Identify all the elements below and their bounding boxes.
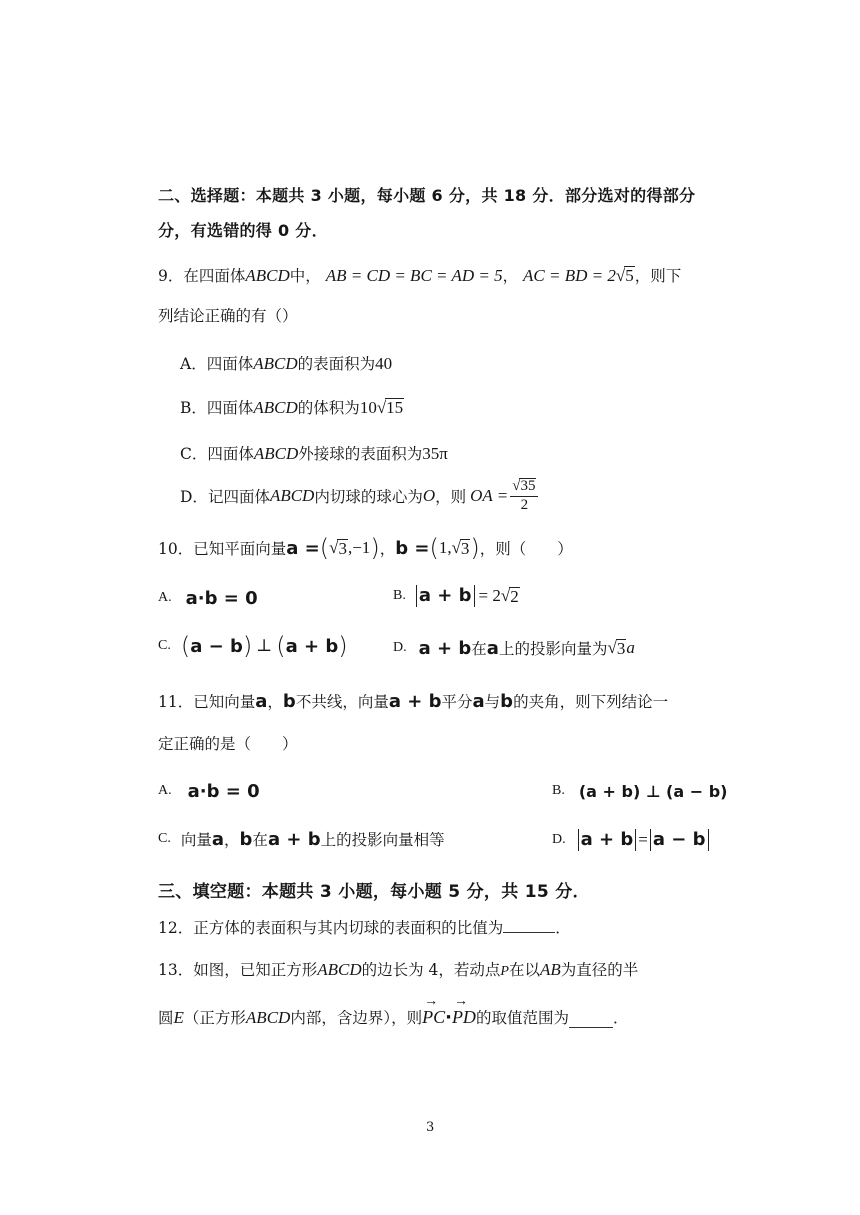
q11-sum: a + b [388,690,442,712]
q9-a-text2: 的表面积为 [297,355,376,373]
q9-d-text1: 记四面体 [207,488,270,506]
q13-abcd2: ABCD [245,1008,291,1027]
q11-b-label: B. [552,783,565,798]
q10-c-left: a − b [190,635,243,657]
q11-a-expr: a·b = 0 [187,780,260,802]
q11-number: 11． [158,693,194,711]
q9-c-abcd: ABCD [253,444,299,463]
q11-d-right: a − b [650,829,709,851]
q13-text4: 为直径的半 [560,961,639,979]
q9-b-text1: 四面体 [206,399,254,417]
q11-a: a [255,690,268,712]
q10-b-abs: a + b [416,585,475,607]
q10-b-eq: b = [395,537,430,559]
q10-b-val1: 1, [438,538,452,557]
q11-option-a [158,778,260,804]
q11-c-text2: 在 [252,831,268,849]
q11-c-label: C. [158,831,171,846]
q11-comma: ， [267,693,283,711]
q9-abcd: ABCD [245,266,290,285]
page-number: 3 [426,1120,435,1135]
q9-stem: 9．在四面体ABCD中， AB = CD = BC = AD = 5， AC = BD = 2√5，则下 [158,266,682,285]
q9-d-num: 35 [520,478,536,495]
q10-b-val2: 3 [460,539,470,558]
q11-c-text3: 上的投影向量相等 [320,831,445,849]
q12-blank [503,932,555,933]
q13-text2: 的边长为 4，若动点 [361,961,501,979]
q10-options-row1 [158,585,258,611]
q9-stem-text: 在四面体 [183,267,246,285]
q9-number: 9． [158,267,184,285]
q9-a-label: A． [180,355,207,373]
q10-stem-text2: ，则（ ） [479,540,573,558]
q10-comma: ， [379,540,396,558]
q13-line2-text2: （正方形 [183,1009,246,1027]
q9-a-value: 40 [375,354,393,373]
section2-heading-line2: 分，有选错的得 0 分． [158,221,328,240]
q10-a-expr: a·b = 0 [185,587,258,609]
q13-line2-text4: 的取值范围为 [475,1009,569,1027]
q10-d-text2: 上的投影向量为 [498,640,608,658]
q12-tail: ． [555,919,571,937]
q10-a-eq: a = [286,537,320,559]
q11-d-left: a + b [578,829,637,851]
q9-b-abcd: ABCD [253,398,298,417]
q9-comma: ， [502,267,519,285]
q10-stem: 10． 已知平面向量 a = ( √ 3 ,−1 ) ， b = ( 1, √ 3 ) ，则（ ） [158,534,573,562]
q10-option-c: C. ( a − b ) ⊥ ( a + b ) [158,632,348,660]
q10-stem-text: 已知平面向量 [193,540,287,558]
q10-c-right: a + b [285,635,339,657]
q9-b-sqrt: 15 [386,398,404,417]
q9-c-text2: 外接球的表面积为 [298,445,423,463]
q11-b2: b [500,690,514,712]
q13-vec-pd: → PD [452,1007,476,1028]
q9-stem-text2: 中， [289,267,321,285]
q10-d-tail: a [626,638,635,657]
q10-a-label: A. [158,590,172,605]
q9-eq2: AC = BD = 2 [523,266,616,285]
q11-stem-text4: 与 [484,693,501,711]
q11-option-b [552,778,727,804]
q13-dot: · [445,1007,452,1028]
q11-stem [158,688,668,714]
q10-d-expr: a + b [418,637,472,659]
q13-text3: 在以 [508,961,540,979]
q13-tail: ． [612,1009,629,1027]
q11-option-c [158,826,445,852]
q9-d-den: 2 [520,496,529,513]
q10-a-val2: ,−1 [347,538,371,557]
q13-line2-text3: 内部，含边界），则 [290,1009,423,1027]
q9-c-text1: 四面体 [207,445,254,463]
q10-d-a: a [486,637,499,659]
q11-stem-text1: 已知向量 [193,693,256,711]
q10-a-val1: 3 [338,539,347,558]
q9-d-label: D． [180,488,208,506]
q12-text: 12．正方体的表面积与其内切球的表面积的比值为 [158,919,504,937]
q13-ab: AB [540,960,561,979]
q13-line1 [158,958,638,980]
q11-stem-text2: 不共线，向量 [295,693,389,711]
q10-b-sqrt: 2 [510,587,519,606]
q9-c-label: C． [180,445,208,463]
q11-b: b [282,690,296,712]
q9-d-oa: OA = [470,486,509,505]
q10-option-b: B. a + b = 2 √ 2 [393,585,519,606]
q11-d-label: D. [552,832,566,847]
q9-eq1: AB = CD = BC = AD = 5 [325,266,503,285]
q10-b-rhs: = 2 [478,586,501,605]
q9-stem-text3: ，则下 [634,267,682,285]
q9-sqrt5: 5 [625,266,634,285]
q10-b-label: B. [393,588,406,603]
q9-option-c [180,442,448,464]
q9-d-o: O [422,486,436,505]
q9-d-text3: ，则 [435,488,467,506]
q11-b-expr: (a + b) ⊥ (a − b) [578,781,728,801]
q11-a-label: A. [158,783,172,798]
q9-stem-line2: 列结论正确的有（） [158,307,298,325]
q13-e: E [173,1008,184,1027]
q12 [158,916,571,938]
q9-b-label: B． [180,399,207,417]
q11-option-d [552,826,709,854]
q11-c-b: b [239,828,253,850]
q9-b-coef: 10 [359,398,377,417]
q10-c-label: C. [158,638,171,653]
q11-c-text1: 向量 [180,831,212,849]
q9-c-value: 35π [422,444,448,463]
section3-heading: 三、填空题：本题共 3 小题，每小题 5 分，共 15 分． [158,882,590,902]
q11-a2: a [472,690,485,712]
q9-option-d [180,474,538,518]
q11-stem-text5: 的夹角，则下列结论一 [513,693,669,711]
q13-line2 [158,998,628,1028]
q13-text1: 13．如图，已知正方形 [158,961,318,979]
section2-heading-line1: 二、选择题：本题共 3 小题，每小题 6 分，共 18 分．部分选对的得部分 [158,186,696,205]
q10-number: 10． [158,540,194,558]
q13-line2-text1: 圆 [158,1009,174,1027]
q9-option-a [180,352,392,374]
q13-p: P [500,964,509,979]
q9-d-text2: 内切球的球心为 [314,488,423,506]
q10-c-perp: ⊥ [256,636,273,655]
q10-d-label: D. [393,640,407,655]
q10-option-d: D. a + b 在 a 上的投影向量为 √ 3 a [393,637,635,659]
q11-c-sum: a + b [267,828,321,850]
q11-stem-line2: 定正确的是（ ） [158,735,298,753]
q13-abcd: ABCD [317,960,362,979]
q10-d-sqrt: 3 [616,639,626,658]
q9-d-fraction: $\frac{√35}{2}$ [510,478,538,514]
q9-option-b: B．四面体ABCD的体积为10√15 [180,398,404,417]
q9-a-abcd: ABCD [253,354,298,373]
q11-c-comma: ， [224,831,240,849]
q11-stem-text3: 平分 [441,693,473,711]
q9-d-abcd: ABCD [269,486,315,505]
q11-c-a: a [211,828,225,850]
q11-d-eq: = [638,830,648,849]
q13-vec-pc: → PC [422,1007,445,1028]
q9-a-text1: 四面体 [206,355,254,373]
q10-d-text1: 在 [471,640,487,658]
q13-blank [569,1027,613,1028]
q9-b-text2: 的体积为 [297,399,360,417]
